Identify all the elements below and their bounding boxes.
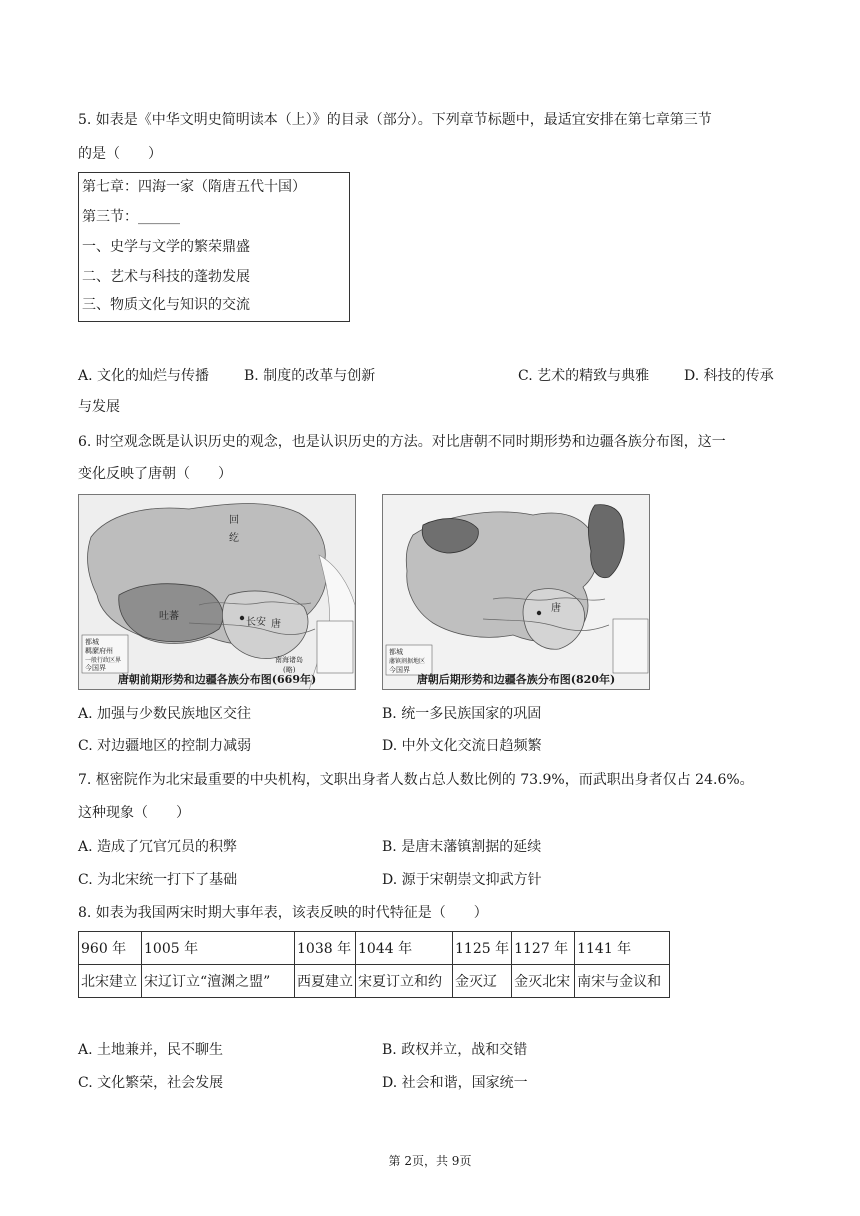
q6-option-d[interactable]: D. 中外文化交流日趋频繁 bbox=[382, 738, 542, 754]
map1-label-he: 纥 bbox=[229, 533, 239, 544]
map1-label-islands: 南海诸岛 bbox=[275, 656, 303, 664]
map2-legend-fanzhen: 藩镇割据地区 bbox=[389, 658, 426, 665]
q5-stem-line2: 的是（ ） bbox=[78, 146, 162, 162]
table-cell-year: 1038 年 bbox=[295, 932, 356, 965]
q8-option-c[interactable]: C. 文化繁荣，社会发展 bbox=[78, 1075, 224, 1091]
q5-contents-box bbox=[78, 172, 350, 322]
q8-option-b[interactable]: B. 政权并立，战和交错 bbox=[382, 1042, 528, 1058]
q5-option-a[interactable]: A. 文化的灿烂与传播 bbox=[78, 368, 210, 384]
q6-option-a[interactable]: A. 加强与少数民族地区交往 bbox=[78, 706, 252, 722]
map1-legend-capital: 都城 bbox=[85, 638, 99, 646]
map1-legend-boundary: 一般行政区界 bbox=[85, 657, 122, 664]
q7-option-c[interactable]: C. 为北宋统一打下了基础 bbox=[78, 872, 238, 888]
map1-label-tubo: 吐蕃 bbox=[159, 611, 179, 622]
q5-box-item-3: 三、物质文化与知识的交流 bbox=[82, 297, 250, 313]
map1-label-omitted: (略) bbox=[283, 666, 296, 674]
q8-events-table bbox=[78, 931, 670, 998]
table-cell-year: 1127 年 bbox=[512, 932, 575, 965]
table-cell-year: 1005 年 bbox=[142, 932, 295, 965]
q8-option-d[interactable]: D. 社会和谐，国家统一 bbox=[382, 1075, 528, 1091]
q7-stem-line2: 这种现象（ ） bbox=[78, 805, 190, 821]
table-cell-event: 宋夏订立和约 bbox=[356, 965, 453, 998]
map2-caption: 唐朝后期形势和边疆各族分布图(820年) bbox=[416, 673, 616, 686]
map2-label-tang: 唐 bbox=[551, 603, 561, 614]
q6-stem-line1: 6. 时空观念既是认识历史的观念，也是认识历史的方法。对比唐朝不同时期形势和边疆各族分布图，这一 bbox=[78, 434, 726, 450]
q5-box-item-1: 一、史学与文学的繁荣鼎盛 bbox=[82, 239, 250, 255]
map1-legend-jimi: 羁縻府州 bbox=[85, 647, 113, 655]
table-cell-year: 1044 年 bbox=[356, 932, 453, 965]
q7-option-b[interactable]: B. 是唐末藩镇割据的延续 bbox=[382, 839, 542, 855]
map1-label-changan: 长安 bbox=[246, 617, 266, 628]
q6-stem-line2: 变化反映了唐朝（ ） bbox=[78, 466, 232, 482]
tang-late-map bbox=[382, 494, 650, 690]
q5-option-d[interactable]: D. 科技的传承 bbox=[684, 368, 774, 384]
table-cell-event: 金灭辽 bbox=[453, 965, 512, 998]
q5-option-d-continued: 与发展 bbox=[78, 399, 120, 415]
table-row-events bbox=[79, 965, 670, 998]
tang-early-map bbox=[78, 494, 356, 690]
q5-box-chapter: 第七章：四海一家（隋唐五代十国） bbox=[82, 179, 306, 195]
q5-option-c[interactable]: C. 艺术的精致与典雅 bbox=[518, 368, 650, 384]
table-cell-event: 金灭北宋 bbox=[512, 965, 575, 998]
table-cell-event: 宋辽订立“澶渊之盟” bbox=[142, 965, 295, 998]
table-cell-event: 北宋建立 bbox=[79, 965, 142, 998]
q8-option-a[interactable]: A. 土地兼并，民不聊生 bbox=[78, 1042, 224, 1058]
q6-option-b[interactable]: B. 统一多民族国家的巩固 bbox=[382, 706, 542, 722]
map1-caption: 唐朝前期形势和边疆各族分布图(669年) bbox=[117, 673, 317, 686]
table-cell-year: 1125 年 bbox=[453, 932, 512, 965]
map2-legend-capital: 都城 bbox=[389, 648, 403, 656]
q5-option-b[interactable]: B. 制度的改革与创新 bbox=[244, 368, 376, 384]
q5-box-item-2: 二、艺术与科技的蓬勃发展 bbox=[82, 269, 250, 285]
q6-option-c[interactable]: C. 对边疆地区的控制力减弱 bbox=[78, 738, 252, 754]
q5-box-section: 第三节：______ bbox=[82, 209, 180, 225]
map2-legend-border: 今国界 bbox=[389, 666, 410, 674]
page-footer: 第 2页，共 9页 bbox=[388, 1154, 472, 1168]
q7-stem-line1: 7. 枢密院作为北宋最重要的中央机构，文职出身者人数占总人数比例的 73.9%，而武职出身者仅占 24.6%。 bbox=[78, 772, 754, 788]
table-row-years bbox=[79, 932, 670, 965]
map1-legend-border: 今国界 bbox=[85, 664, 106, 672]
q7-option-d[interactable]: D. 源于宋朝崇文抑武方针 bbox=[382, 872, 542, 888]
q8-stem: 8. 如表为我国两宋时期大事年表，该表反映的时代特征是（ ） bbox=[78, 905, 488, 921]
table-cell-year: 1141 年 bbox=[575, 932, 670, 965]
table-cell-event: 西夏建立 bbox=[295, 965, 356, 998]
q5-stem-line1: 5. 如表是《中华文明史简明读本（上）》的目录（部分）。下列章节标题中，最适宜安排在第七章第三节 bbox=[78, 112, 712, 128]
table-cell-year: 960 年 bbox=[79, 932, 142, 965]
map1-label-tang: 唐 bbox=[271, 619, 281, 630]
q7-option-a[interactable]: A. 造成了冗官冗员的积弊 bbox=[78, 839, 238, 855]
map1-label-hui: 回 bbox=[229, 515, 239, 526]
table-cell-event: 南宋与金议和 bbox=[575, 965, 670, 998]
